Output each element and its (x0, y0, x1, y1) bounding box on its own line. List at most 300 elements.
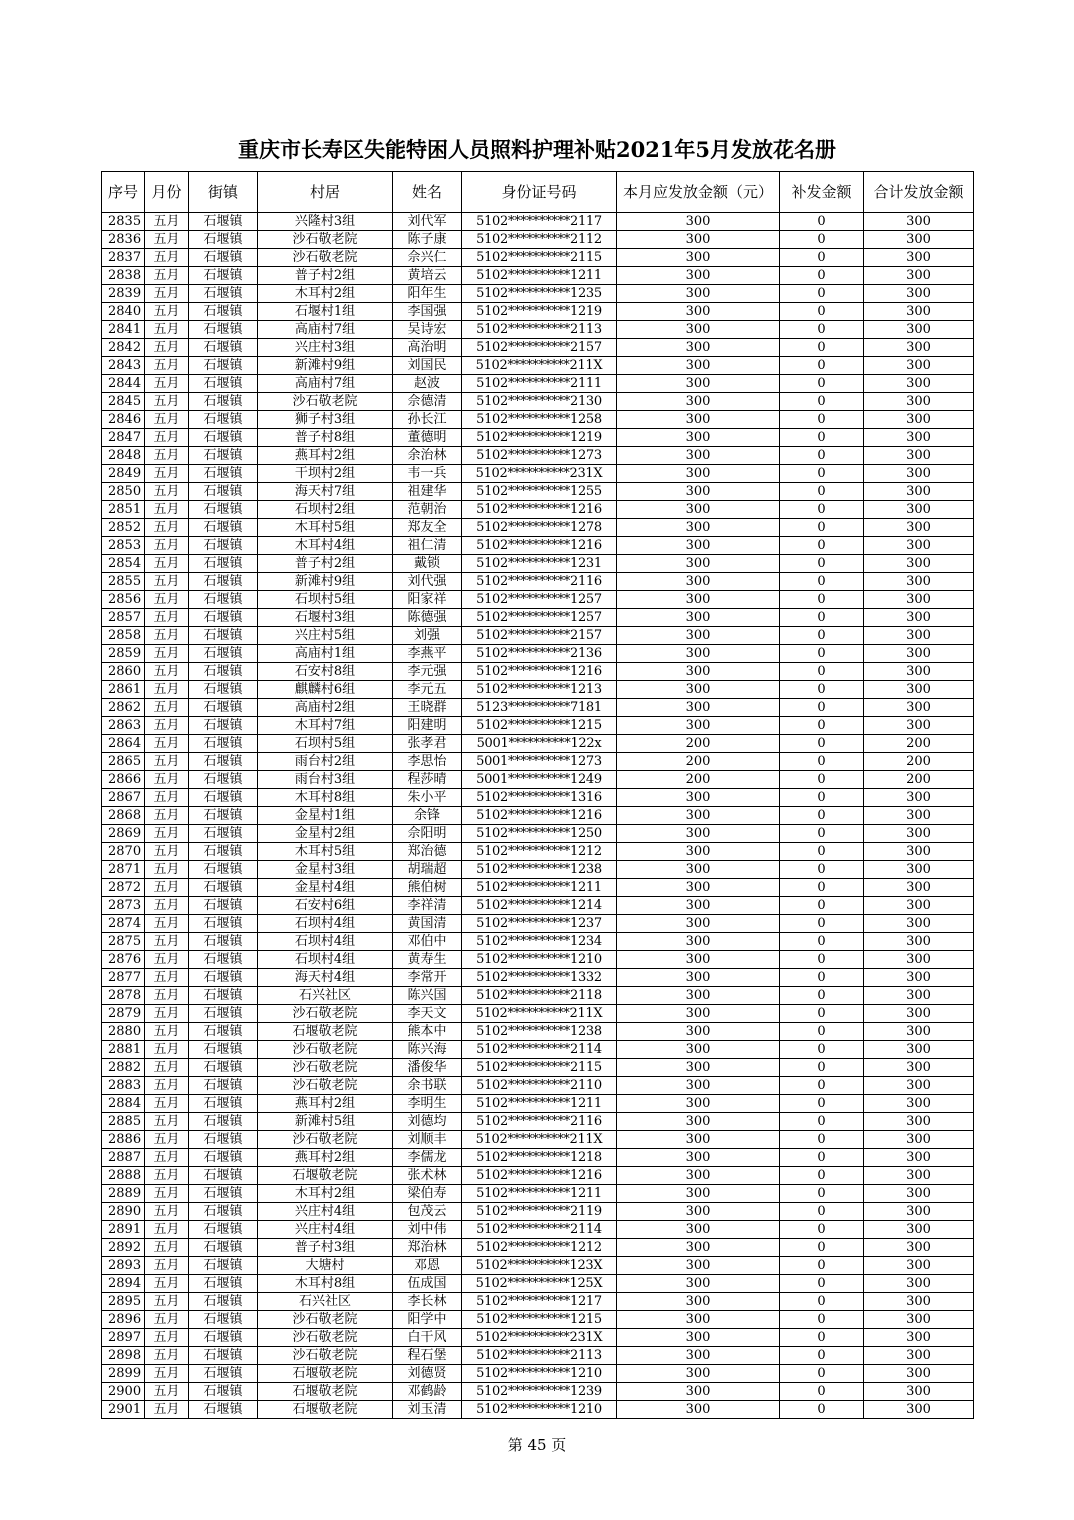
cell-town: 石堰镇 (189, 447, 258, 465)
cell-id-number: 5102**********2118 (462, 987, 617, 1005)
cell-amount-due: 300 (617, 537, 780, 555)
cell-name: 刘代强 (393, 573, 462, 591)
cell-total-amount: 300 (864, 1239, 974, 1257)
cell-reissue-amount: 0 (780, 357, 864, 375)
table-row (102, 573, 974, 591)
cell-village: 石坝村4组 (258, 915, 393, 933)
table-row (102, 933, 974, 951)
table-row (102, 1167, 974, 1185)
cell-total-amount: 300 (864, 915, 974, 933)
cell-reissue-amount: 0 (780, 771, 864, 789)
cell-reissue-amount: 0 (780, 591, 864, 609)
cell-total-amount: 300 (864, 843, 974, 861)
cell-town: 石堰镇 (189, 1113, 258, 1131)
cell-id-number: 5102**********2116 (462, 573, 617, 591)
cell-total-amount: 300 (864, 573, 974, 591)
cell-village: 石兴社区 (258, 987, 393, 1005)
cell-total-amount: 300 (864, 645, 974, 663)
cell-id-number: 5102**********2115 (462, 249, 617, 267)
cell-village: 木耳村2组 (258, 285, 393, 303)
table-row (102, 1203, 974, 1221)
cell-id-number: 5102**********1212 (462, 1239, 617, 1257)
cell-village: 海天村4组 (258, 969, 393, 987)
cell-serial: 2844 (102, 375, 145, 393)
cell-village: 沙石敬老院 (258, 393, 393, 411)
cell-id-number: 5102**********211X (462, 357, 617, 375)
cell-id-number: 5102**********2136 (462, 645, 617, 663)
cell-serial: 2881 (102, 1041, 145, 1059)
cell-amount-due: 200 (617, 771, 780, 789)
cell-serial: 2849 (102, 465, 145, 483)
cell-name: 包茂云 (393, 1203, 462, 1221)
cell-total-amount: 300 (864, 1023, 974, 1041)
cell-month: 五月 (145, 1275, 189, 1293)
cell-town: 石堰镇 (189, 1167, 258, 1185)
cell-amount-due: 300 (617, 285, 780, 303)
cell-village: 石安村8组 (258, 663, 393, 681)
cell-town: 石堰镇 (189, 1293, 258, 1311)
cell-serial: 2880 (102, 1023, 145, 1041)
cell-village: 沙石敬老院 (258, 1311, 393, 1329)
cell-id-number: 5102**********1219 (462, 429, 617, 447)
cell-total-amount: 300 (864, 1401, 974, 1419)
table-row (102, 1041, 974, 1059)
cell-name: 刘强 (393, 627, 462, 645)
cell-serial: 2877 (102, 969, 145, 987)
cell-month: 五月 (145, 771, 189, 789)
cell-town: 石堰镇 (189, 1077, 258, 1095)
cell-village: 兴隆村3组 (258, 213, 393, 231)
cell-reissue-amount: 0 (780, 1239, 864, 1257)
cell-village: 金星村3组 (258, 861, 393, 879)
cell-id-number: 5102**********1214 (462, 897, 617, 915)
cell-reissue-amount: 0 (780, 1257, 864, 1275)
table-row (102, 1149, 974, 1167)
cell-id-number: 5102**********1216 (462, 501, 617, 519)
table-row (102, 1293, 974, 1311)
cell-reissue-amount: 0 (780, 1293, 864, 1311)
cell-reissue-amount: 0 (780, 1113, 864, 1131)
cell-total-amount: 300 (864, 1257, 974, 1275)
cell-town: 石堰镇 (189, 1383, 258, 1401)
cell-amount-due: 300 (617, 627, 780, 645)
cell-reissue-amount: 0 (780, 663, 864, 681)
cell-serial: 2865 (102, 753, 145, 771)
cell-id-number: 5102**********1217 (462, 1293, 617, 1311)
cell-amount-due: 300 (617, 1383, 780, 1401)
cell-serial: 2845 (102, 393, 145, 411)
cell-reissue-amount: 0 (780, 267, 864, 285)
cell-serial: 2868 (102, 807, 145, 825)
cell-serial: 2875 (102, 933, 145, 951)
cell-reissue-amount: 0 (780, 1041, 864, 1059)
cell-id-number: 5102**********1234 (462, 933, 617, 951)
cell-amount-due: 300 (617, 591, 780, 609)
cell-total-amount: 300 (864, 969, 974, 987)
cell-name: 余锋 (393, 807, 462, 825)
cell-name: 余书联 (393, 1077, 462, 1095)
cell-month: 五月 (145, 1185, 189, 1203)
cell-serial: 2842 (102, 339, 145, 357)
cell-reissue-amount: 0 (780, 1131, 864, 1149)
cell-month: 五月 (145, 1167, 189, 1185)
cell-village: 海天村7组 (258, 483, 393, 501)
cell-total-amount: 300 (864, 1383, 974, 1401)
cell-village: 金星村2组 (258, 825, 393, 843)
cell-name: 刘代军 (393, 213, 462, 231)
cell-id-number: 5102**********231X (462, 1329, 617, 1347)
cell-reissue-amount: 0 (780, 645, 864, 663)
cell-village: 沙石敬老院 (258, 1005, 393, 1023)
cell-serial: 2870 (102, 843, 145, 861)
cell-id-number: 5102**********2110 (462, 1077, 617, 1095)
cell-id-number: 5102**********1210 (462, 951, 617, 969)
cell-name: 熊伯树 (393, 879, 462, 897)
cell-serial: 2869 (102, 825, 145, 843)
cell-reissue-amount: 0 (780, 1383, 864, 1401)
cell-amount-due: 300 (617, 1077, 780, 1095)
table-row (102, 1023, 974, 1041)
cell-village: 木耳村8组 (258, 789, 393, 807)
cell-amount-due: 300 (617, 897, 780, 915)
cell-amount-due: 300 (617, 1347, 780, 1365)
cell-month: 五月 (145, 987, 189, 1005)
cell-village: 木耳村5组 (258, 843, 393, 861)
cell-total-amount: 300 (864, 663, 974, 681)
cell-town: 石堰镇 (189, 429, 258, 447)
cell-village: 石堰村3组 (258, 609, 393, 627)
cell-id-number: 5102**********1216 (462, 537, 617, 555)
table-row (102, 213, 974, 231)
cell-name: 李元五 (393, 681, 462, 699)
cell-amount-due: 300 (617, 825, 780, 843)
cell-total-amount: 300 (864, 1203, 974, 1221)
table-row (102, 843, 974, 861)
cell-name: 刘德贤 (393, 1365, 462, 1383)
cell-name: 郑友全 (393, 519, 462, 537)
cell-village: 新滩村9组 (258, 573, 393, 591)
cell-reissue-amount: 0 (780, 1167, 864, 1185)
cell-total-amount: 300 (864, 717, 974, 735)
table-row (102, 1275, 974, 1293)
cell-total-amount: 300 (864, 555, 974, 573)
cell-serial: 2856 (102, 591, 145, 609)
header-id-number: 身份证号码 (462, 172, 617, 213)
cell-name: 潘俊华 (393, 1059, 462, 1077)
cell-amount-due: 300 (617, 1131, 780, 1149)
cell-name: 邓恩 (393, 1257, 462, 1275)
cell-town: 石堰镇 (189, 1023, 258, 1041)
cell-town: 石堰镇 (189, 249, 258, 267)
cell-town: 石堰镇 (189, 663, 258, 681)
cell-town: 石堰镇 (189, 645, 258, 663)
cell-town: 石堰镇 (189, 267, 258, 285)
cell-amount-due: 300 (617, 1401, 780, 1419)
cell-town: 石堰镇 (189, 951, 258, 969)
cell-id-number: 5102**********1211 (462, 879, 617, 897)
cell-reissue-amount: 0 (780, 1311, 864, 1329)
cell-serial: 2841 (102, 321, 145, 339)
cell-reissue-amount: 0 (780, 1221, 864, 1239)
cell-name: 余治林 (393, 447, 462, 465)
cell-reissue-amount: 0 (780, 231, 864, 249)
cell-name: 邓鹤龄 (393, 1383, 462, 1401)
cell-amount-due: 300 (617, 555, 780, 573)
cell-amount-due: 300 (617, 1311, 780, 1329)
cell-name: 佘兴仁 (393, 249, 462, 267)
cell-reissue-amount: 0 (780, 303, 864, 321)
cell-total-amount: 300 (864, 267, 974, 285)
cell-month: 五月 (145, 843, 189, 861)
cell-name: 李燕平 (393, 645, 462, 663)
table-row (102, 1131, 974, 1149)
cell-reissue-amount: 0 (780, 609, 864, 627)
cell-town: 石堰镇 (189, 969, 258, 987)
cell-serial: 2847 (102, 429, 145, 447)
cell-reissue-amount: 0 (780, 717, 864, 735)
cell-reissue-amount: 0 (780, 1401, 864, 1419)
table-row (102, 1113, 974, 1131)
cell-month: 五月 (145, 321, 189, 339)
cell-month: 五月 (145, 483, 189, 501)
cell-reissue-amount: 0 (780, 555, 864, 573)
cell-name: 刘顺丰 (393, 1131, 462, 1149)
cell-serial: 2837 (102, 249, 145, 267)
cell-name: 刘德均 (393, 1113, 462, 1131)
cell-serial: 2843 (102, 357, 145, 375)
cell-total-amount: 300 (864, 321, 974, 339)
cell-village: 高庙村1组 (258, 645, 393, 663)
cell-reissue-amount: 0 (780, 1023, 864, 1041)
cell-name: 陈德强 (393, 609, 462, 627)
cell-town: 石堰镇 (189, 1095, 258, 1113)
cell-month: 五月 (145, 285, 189, 303)
cell-town: 石堰镇 (189, 1185, 258, 1203)
cell-serial: 2899 (102, 1365, 145, 1383)
cell-town: 石堰镇 (189, 933, 258, 951)
cell-name: 郑治林 (393, 1239, 462, 1257)
cell-month: 五月 (145, 1005, 189, 1023)
cell-month: 五月 (145, 1221, 189, 1239)
cell-total-amount: 300 (864, 501, 974, 519)
cell-town: 石堰镇 (189, 609, 258, 627)
cell-total-amount: 300 (864, 627, 974, 645)
cell-month: 五月 (145, 411, 189, 429)
cell-amount-due: 300 (617, 951, 780, 969)
cell-amount-due: 300 (617, 915, 780, 933)
cell-village: 新滩村9组 (258, 357, 393, 375)
cell-name: 邓伯中 (393, 933, 462, 951)
cell-town: 石堰镇 (189, 807, 258, 825)
cell-amount-due: 300 (617, 519, 780, 537)
cell-amount-due: 300 (617, 1167, 780, 1185)
cell-village: 石兴社区 (258, 1293, 393, 1311)
cell-month: 五月 (145, 753, 189, 771)
cell-serial: 2836 (102, 231, 145, 249)
cell-village: 高庙村7组 (258, 375, 393, 393)
cell-id-number: 5102**********211X (462, 1131, 617, 1149)
cell-village: 木耳村8组 (258, 1275, 393, 1293)
cell-town: 石堰镇 (189, 393, 258, 411)
roster-table (101, 171, 974, 1419)
cell-total-amount: 300 (864, 519, 974, 537)
table-row (102, 285, 974, 303)
cell-serial: 2879 (102, 1005, 145, 1023)
table-row (102, 375, 974, 393)
cell-village: 雨台村3组 (258, 771, 393, 789)
cell-amount-due: 300 (617, 1329, 780, 1347)
cell-town: 石堰镇 (189, 411, 258, 429)
cell-month: 五月 (145, 1347, 189, 1365)
cell-name: 陈兴国 (393, 987, 462, 1005)
cell-name: 孙长江 (393, 411, 462, 429)
cell-serial: 2862 (102, 699, 145, 717)
cell-amount-due: 300 (617, 1257, 780, 1275)
cell-amount-due: 300 (617, 1221, 780, 1239)
cell-name: 刘玉清 (393, 1401, 462, 1419)
cell-total-amount: 300 (864, 861, 974, 879)
cell-serial: 2863 (102, 717, 145, 735)
cell-reissue-amount: 0 (780, 843, 864, 861)
cell-amount-due: 200 (617, 735, 780, 753)
cell-serial: 2893 (102, 1257, 145, 1275)
cell-village: 高庙村2组 (258, 699, 393, 717)
cell-town: 石堰镇 (189, 699, 258, 717)
cell-amount-due: 300 (617, 447, 780, 465)
cell-id-number: 5102**********1238 (462, 861, 617, 879)
cell-id-number: 5102**********125X (462, 1275, 617, 1293)
cell-serial: 2839 (102, 285, 145, 303)
cell-total-amount: 300 (864, 375, 974, 393)
cell-month: 五月 (145, 1329, 189, 1347)
cell-name: 黄寿生 (393, 951, 462, 969)
cell-id-number: 5102**********2112 (462, 231, 617, 249)
cell-id-number: 5102**********1250 (462, 825, 617, 843)
table-row (102, 663, 974, 681)
cell-name: 伍成国 (393, 1275, 462, 1293)
cell-amount-due: 300 (617, 879, 780, 897)
cell-reissue-amount: 0 (780, 411, 864, 429)
cell-id-number: 5102**********1211 (462, 267, 617, 285)
cell-town: 石堰镇 (189, 897, 258, 915)
cell-amount-due: 300 (617, 357, 780, 375)
cell-month: 五月 (145, 663, 189, 681)
cell-serial: 2874 (102, 915, 145, 933)
cell-serial: 2848 (102, 447, 145, 465)
cell-id-number: 5102**********1239 (462, 1383, 617, 1401)
cell-village: 石堰敬老院 (258, 1365, 393, 1383)
cell-total-amount: 300 (864, 699, 974, 717)
cell-id-number: 5102**********231X (462, 465, 617, 483)
cell-month: 五月 (145, 591, 189, 609)
cell-serial: 2885 (102, 1113, 145, 1131)
cell-month: 五月 (145, 1293, 189, 1311)
table-row (102, 753, 974, 771)
cell-village: 石坝村4组 (258, 933, 393, 951)
cell-id-number: 5001**********1273 (462, 753, 617, 771)
cell-serial: 2898 (102, 1347, 145, 1365)
table-row (102, 897, 974, 915)
table-row (102, 825, 974, 843)
table-row (102, 447, 974, 465)
cell-village: 高庙村7组 (258, 321, 393, 339)
cell-amount-due: 300 (617, 465, 780, 483)
cell-name: 李思怡 (393, 753, 462, 771)
cell-id-number: 5102**********2114 (462, 1221, 617, 1239)
cell-total-amount: 300 (864, 609, 974, 627)
table-row (102, 1005, 974, 1023)
cell-serial: 2894 (102, 1275, 145, 1293)
table-row (102, 231, 974, 249)
cell-village: 沙石敬老院 (258, 1059, 393, 1077)
cell-serial: 2884 (102, 1095, 145, 1113)
cell-id-number: 5102**********2116 (462, 1113, 617, 1131)
cell-total-amount: 300 (864, 951, 974, 969)
cell-serial: 2852 (102, 519, 145, 537)
cell-amount-due: 300 (617, 1203, 780, 1221)
cell-town: 石堰镇 (189, 717, 258, 735)
cell-reissue-amount: 0 (780, 735, 864, 753)
cell-reissue-amount: 0 (780, 897, 864, 915)
table-row (102, 915, 974, 933)
cell-id-number: 5102**********1237 (462, 915, 617, 933)
cell-village: 兴庄村4组 (258, 1221, 393, 1239)
table-row (102, 879, 974, 897)
cell-name: 阳家祥 (393, 591, 462, 609)
cell-amount-due: 300 (617, 303, 780, 321)
cell-town: 石堰镇 (189, 1059, 258, 1077)
cell-amount-due: 300 (617, 1023, 780, 1041)
cell-total-amount: 300 (864, 393, 974, 411)
cell-village: 麒麟村6组 (258, 681, 393, 699)
cell-serial: 2838 (102, 267, 145, 285)
cell-village: 新滩村5组 (258, 1113, 393, 1131)
cell-month: 五月 (145, 465, 189, 483)
cell-serial: 2864 (102, 735, 145, 753)
table-row (102, 1077, 974, 1095)
table-header-row (102, 172, 974, 213)
cell-serial: 2861 (102, 681, 145, 699)
cell-amount-due: 300 (617, 1041, 780, 1059)
cell-town: 石堰镇 (189, 213, 258, 231)
cell-id-number: 5102**********1258 (462, 411, 617, 429)
cell-month: 五月 (145, 1095, 189, 1113)
cell-reissue-amount: 0 (780, 1347, 864, 1365)
table-row (102, 807, 974, 825)
cell-town: 石堰镇 (189, 843, 258, 861)
cell-village: 普子村2组 (258, 267, 393, 285)
cell-id-number: 5102**********1210 (462, 1401, 617, 1419)
cell-total-amount: 300 (864, 987, 974, 1005)
cell-serial: 2878 (102, 987, 145, 1005)
cell-amount-due: 300 (617, 789, 780, 807)
cell-amount-due: 300 (617, 843, 780, 861)
cell-village: 石坝村2组 (258, 501, 393, 519)
cell-serial: 2857 (102, 609, 145, 627)
cell-town: 石堰镇 (189, 591, 258, 609)
cell-amount-due: 200 (617, 753, 780, 771)
cell-village: 狮子村3组 (258, 411, 393, 429)
cell-id-number: 5102**********1216 (462, 1167, 617, 1185)
cell-id-number: 5102**********2111 (462, 375, 617, 393)
cell-month: 五月 (145, 699, 189, 717)
table-row (102, 861, 974, 879)
cell-town: 石堰镇 (189, 1005, 258, 1023)
cell-amount-due: 300 (617, 681, 780, 699)
cell-town: 石堰镇 (189, 573, 258, 591)
cell-town: 石堰镇 (189, 1329, 258, 1347)
table-row (102, 627, 974, 645)
